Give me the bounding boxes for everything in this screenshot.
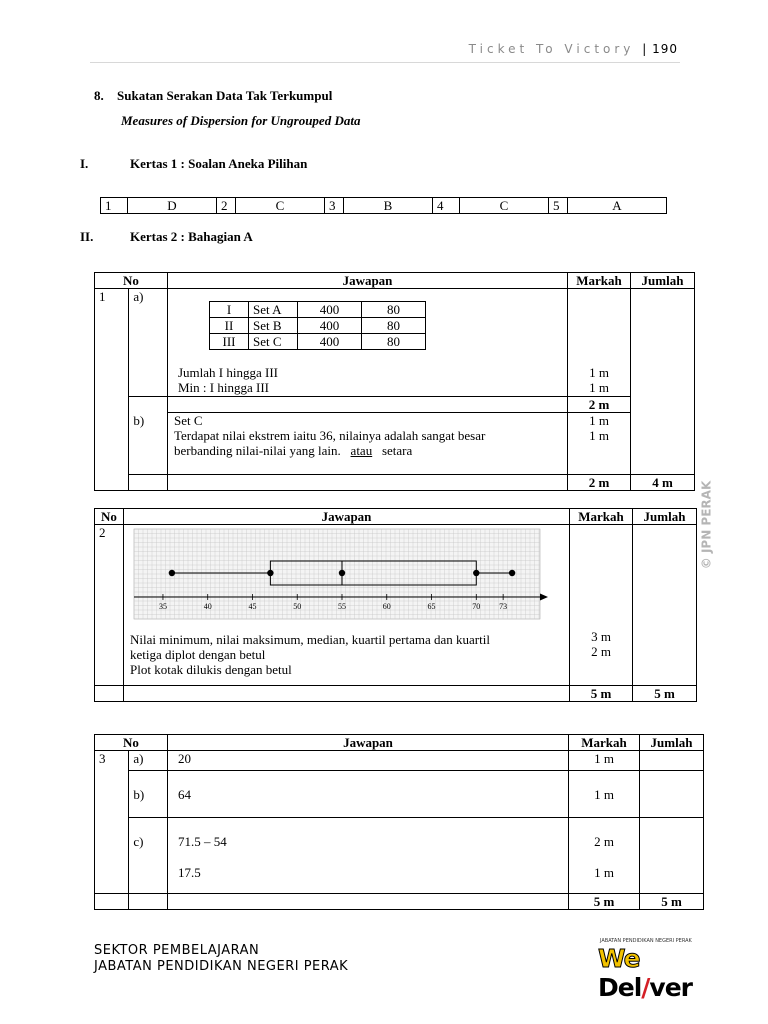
q3-total: 5 m xyxy=(640,894,704,910)
mcq-num: 4 xyxy=(433,198,460,214)
q3-c-answer xyxy=(168,818,569,894)
q1-b-atau: atau xyxy=(350,443,373,458)
q3-a-label: a) xyxy=(129,751,168,771)
q1-number: 1 xyxy=(95,289,129,491)
footer xyxy=(94,943,348,975)
q1-b-subtotal: 2 m xyxy=(568,475,631,491)
q3-a-answer: 20 xyxy=(168,751,569,771)
q2-line1: Nilai minimum, nilai maksimum, median, kuartil pertama dan kuartil xyxy=(130,632,490,647)
q1-table xyxy=(94,272,695,491)
col-header-markah: Markah xyxy=(569,735,640,751)
col-header-jumlah: Jumlah xyxy=(631,273,695,289)
inner-cell: 400 xyxy=(298,318,362,334)
point-median xyxy=(339,570,345,576)
tick-label: 45 xyxy=(248,602,257,611)
q1-b-label-text: b) xyxy=(133,412,145,428)
mcq-num: 3 xyxy=(325,198,344,214)
logo-wordmark xyxy=(598,944,738,1002)
q1-a-label: a) xyxy=(129,289,168,397)
tick-label: 73 xyxy=(499,602,508,611)
tick-label: 35 xyxy=(158,602,167,611)
q3-jumlah-blank xyxy=(640,818,704,894)
mark: 2 m xyxy=(591,644,611,659)
q1-b-line2: Terdapat nilai ekstrem iaitu 36, nilainya adalah sangat besar xyxy=(174,428,486,443)
q2-empty xyxy=(95,686,124,702)
mark: 1 m xyxy=(594,865,614,880)
mark: 3 m xyxy=(591,629,611,644)
q3-b-label: b) xyxy=(129,771,168,818)
q3-c-marks xyxy=(569,818,640,894)
tick-label: 40 xyxy=(203,602,212,611)
mark: 1 m xyxy=(589,365,609,380)
q3-c-label: c) xyxy=(129,818,168,894)
mark: 2 m xyxy=(594,834,614,849)
box-plot xyxy=(128,527,548,623)
q3-subtotal: 5 m xyxy=(569,894,640,910)
inner-cell: III xyxy=(210,334,249,350)
q3-b-answer: 64 xyxy=(168,771,569,818)
col-header-markah: Markah xyxy=(568,273,631,289)
mcq-answer: C xyxy=(236,198,325,214)
q3-empty xyxy=(95,894,129,910)
col-header-no: No xyxy=(95,273,168,289)
tick-label: 70 xyxy=(472,602,481,611)
q2-subtotal: 5 m xyxy=(570,686,633,702)
section-subtitle: Measures of Dispersion for Ungrouped Data xyxy=(121,113,361,128)
tick-label: 50 xyxy=(293,602,302,611)
q2-line2: ketiga diplot dengan betul xyxy=(130,647,266,662)
part2-title: Kertas 2 : Bahagian A xyxy=(130,229,253,244)
point-min xyxy=(169,570,175,576)
footer-line2: JABATAN PENDIDIKAN NEGERI PERAK xyxy=(94,959,349,974)
inner-cell: Set C xyxy=(249,334,298,350)
mcq-answer: A xyxy=(568,198,667,214)
point-max xyxy=(509,570,515,576)
q1-empty xyxy=(129,475,168,491)
col-header-no: No xyxy=(95,509,124,525)
q3-a-mark: 1 m xyxy=(569,751,640,771)
part1-roman: I. xyxy=(80,156,89,171)
q1-b-line3 xyxy=(174,443,563,458)
q2-line3: Plot kotak dilukis dengan betul xyxy=(130,662,292,677)
tick-label: 65 xyxy=(427,602,436,611)
page-header xyxy=(90,42,678,56)
mcq-num: 2 xyxy=(217,198,236,214)
q3-number: 3 xyxy=(95,751,129,894)
tick-label: 60 xyxy=(382,602,391,611)
q1-b-line1: Set C xyxy=(174,413,203,428)
logo-tagline: JABATAN PENDIDIKAN NEGERI PERAK xyxy=(600,938,692,944)
q1-a-line2: Min : I hingga III xyxy=(178,380,269,395)
header-divider xyxy=(90,62,680,63)
q1-b-label xyxy=(129,413,168,475)
q1-total: 4 m xyxy=(631,475,695,491)
mcq-answer: D xyxy=(128,198,217,214)
q1-a-subtotal: 2 m xyxy=(568,397,631,413)
inner-cell: 400 xyxy=(298,334,362,350)
q1-b-marks xyxy=(568,413,631,475)
q2-number: 2 xyxy=(95,525,124,686)
section-number: 8. xyxy=(94,88,104,103)
q2-total-row xyxy=(124,686,570,702)
inner-cell: Set A xyxy=(249,302,298,318)
logo-word-we: We xyxy=(598,944,640,973)
inner-cell: I xyxy=(210,302,249,318)
col-header-jumlah: Jumlah xyxy=(640,735,704,751)
logo-word-del: Del xyxy=(598,973,642,1002)
mark: 1 m xyxy=(589,428,609,443)
we-deliver-logo xyxy=(598,938,738,1002)
inner-cell: 400 xyxy=(298,302,362,318)
q3-c-line2: 17.5 xyxy=(178,865,201,880)
header-title: Ticket To Victory xyxy=(468,42,635,56)
q2-answer xyxy=(124,525,570,686)
q2-marks xyxy=(570,525,633,686)
axis-arrow xyxy=(540,594,548,601)
mcq-num: 5 xyxy=(549,198,568,214)
q3-table xyxy=(94,734,704,910)
q3-jumlah-blank xyxy=(640,751,704,771)
q1-b-answer xyxy=(168,413,568,475)
col-header-jawapan: Jawapan xyxy=(168,735,569,751)
q3-empty xyxy=(129,894,168,910)
footer-line1: SEKTOR PEMBELAJARAN xyxy=(94,943,260,958)
q1-inner-table xyxy=(209,301,426,350)
col-header-markah: Markah xyxy=(570,509,633,525)
inner-cell: Set B xyxy=(249,318,298,334)
q2-jumlah-blank xyxy=(633,525,697,686)
col-header-jumlah: Jumlah xyxy=(633,509,697,525)
inner-cell: II xyxy=(210,318,249,334)
mark: 1 m xyxy=(589,380,609,395)
mark: 1 m xyxy=(589,413,609,428)
mcq-answer: C xyxy=(460,198,549,214)
inner-cell: 80 xyxy=(362,302,426,318)
q3-b-mark: 1 m xyxy=(569,771,640,818)
page-number: | 190 xyxy=(642,42,678,56)
part2-roman: II. xyxy=(80,229,94,244)
q1-b-line3-text: berbanding nilai-nilai yang lain. xyxy=(174,443,341,458)
q1-a-marks xyxy=(568,289,631,397)
q1-total-row xyxy=(168,475,568,491)
col-header-jawapan: Jawapan xyxy=(124,509,570,525)
inner-cell: 80 xyxy=(362,334,426,350)
inner-cell: 80 xyxy=(362,318,426,334)
jpn-perak-watermark xyxy=(692,470,722,580)
q2-table xyxy=(94,508,697,702)
mcq-answer: B xyxy=(344,198,433,214)
q3-total-row xyxy=(168,894,569,910)
mcq-answer-table xyxy=(100,197,667,214)
point-q1 xyxy=(267,570,273,576)
q1-jumlah-blank xyxy=(631,289,695,475)
watermark-text: © JPN PERAK xyxy=(699,480,714,570)
q1-b-setara: setara xyxy=(381,443,413,458)
logo-slash: / xyxy=(641,973,650,1002)
point-q3 xyxy=(473,570,479,576)
mcq-num: 1 xyxy=(101,198,128,214)
q1-a-subtotal-row xyxy=(168,397,568,413)
part1-title: Kertas 1 : Soalan Aneka Pilihan xyxy=(130,156,308,171)
q1-a-line1: Jumlah I hingga III xyxy=(178,365,279,380)
col-header-no: No xyxy=(95,735,168,751)
q3-jumlah-blank xyxy=(640,771,704,818)
q1-empty xyxy=(129,397,168,413)
q2-total: 5 m xyxy=(633,686,697,702)
section-title: Sukatan Serakan Data Tak Terkumpul xyxy=(117,88,333,103)
tick-label: 55 xyxy=(338,602,346,611)
q3-c-line1: 71.5 – 54 xyxy=(178,834,227,849)
q1-a-answer xyxy=(168,289,568,397)
logo-word-ver: ver xyxy=(649,973,693,1002)
col-header-jawapan: Jawapan xyxy=(168,273,568,289)
